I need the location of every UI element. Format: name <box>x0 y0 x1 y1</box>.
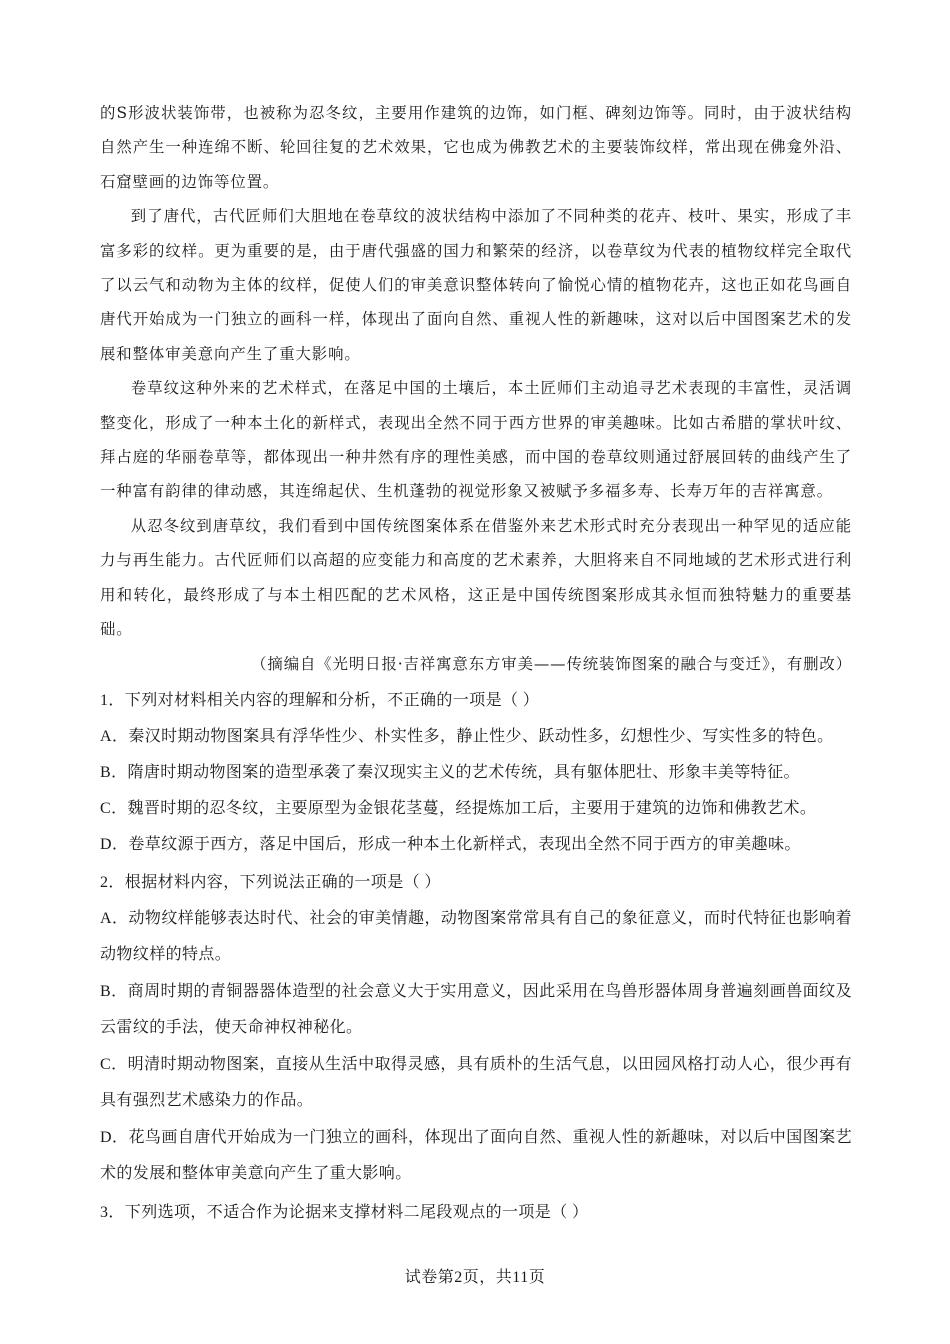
question-option-b: B．隋唐时期动物图案的造型承袭了秦汉现实主义的艺术传统，具有躯体肥壮、形象丰美等特征。 <box>100 763 800 781</box>
question-option-a: A．秦汉时期动物图案具有浮华性少、朴实性多，静止性少、跃动性多，幻想性少、写实性多的特色。 <box>100 727 834 745</box>
question-3 <box>100 1195 852 1231</box>
page-footer: 试卷第2页，共11页 <box>404 1269 546 1286</box>
question-2 <box>100 865 852 1193</box>
passage-source-citation: （摘编自《光明日报·吉祥寓意东方审美——传统装饰图案的融合与变迁》，有删改） <box>251 654 852 673</box>
question-option-c: C．魏晋时期的忍冬纹，主要原型为金银花茎蔓，经提炼加工后，主要用于建筑的边饰和佛教艺术。 <box>100 799 817 817</box>
passage-paragraph: 卷草纹这种外来的艺术样式，在落足中国的土壤后，本土匠师们主动追寻艺术表现的丰富性，灵活调整变化，形成了一种本土化的新样式，表现出全然不同于西方世界的审美趣味。比如古希腊的掌状叶纹、拜占庭的华丽卷草等，都体现出一种井然有序的理性美感，而中国的卷草纹则通过舒展回转的曲线产生了一种富有韵律的律动感，其连绵起伏、生机蓬勃的视觉形象又被赋予多福多寿、长寿万年的吉祥寓意。 <box>100 379 852 501</box>
question-1 <box>100 683 852 863</box>
question-option-d: D．卷草纹源于西方，落足中国后，形成一种本土化新样式，表现出全然不同于西方的审美趣味。 <box>100 835 801 853</box>
question-option-a: A．动物纹样能够表达时代、社会的审美情趣，动物图案常常具有自己的象征意义，而时代特征也影响着动物纹样的特点。 <box>100 909 852 964</box>
question-stem: 2．根据材料内容，下列说法正确的一项是（ ） <box>100 873 441 891</box>
passage-paragraph: 到了唐代，古代匠师们大胆地在卷草纹的波状结构中添加了不同种类的花卉、枝叶、果实，形成了丰富多彩的纹样。更为重要的是，由于唐代强盛的国力和繁荣的经济，以卷草纹为代表的植物纹样完全取代了以云气和动物为主体的纹样，促使人们的审美意识整体转向了愉悦心情的植物花卉，这也正如花鸟画自唐代开始成为一门独立的画科一样，体现出了面向自然、重视人性的新趣味，这对以后中国图案艺术的发展和整体审美意向产生了重大影响。 <box>100 207 852 363</box>
passage-paragraph: 的S形波状装饰带，也被称为忍冬纹，主要用作建筑的边饰，如门框、碑刻边饰等。同时，由于波状结构自然产生一种连绵不断、轮回往复的艺术效果，它也成为佛教艺术的主要装饰纹样，常出现在佛龛外沿、石窟壁画的边饰等位置。 <box>100 104 852 191</box>
question-option-d: D．花鸟画自唐代开始成为一门独立的画科，体现出了面向自然、重视人性的新趣味，对以后中国图案艺术的发展和整体审美意向产生了重大影响。 <box>100 1128 852 1183</box>
question-option-b: B．商周时期的青铜器器体造型的社会意义大于实用意义，因此采用在鸟兽形器体周身普遍刻画兽面纹及云雷纹的手法，使天命神权神秘化。 <box>100 982 852 1037</box>
question-stem: 3．下列选项，不适合作为论据来支撑材料二尾段观点的一项是（ ） <box>100 1203 589 1221</box>
question-option-c: C．明清时期动物图案，直接从生活中取得灵感，具有质朴的生活气息，以田园风格打动人心，很少再有具有强烈艺术感染力的作品。 <box>100 1055 852 1110</box>
exam-page-body <box>100 96 852 1231</box>
question-stem: 1．下列对材料相关内容的理解和分析，不正确的一项是（ ） <box>100 691 540 709</box>
passage-paragraph: 从忍冬纹到唐草纹，我们看到中国传统图案体系在借鉴外来艺术形式时充分表现出一种罕见的适应能力与再生能力。古代匠师们以高超的应变能力和高度的艺术素养，大胆将来自不同地域的艺术形式进行利用和转化，最终形成了与本土相匹配的艺术风格，这正是中国传统图案形成其永恒而独特魅力的重要基础。 <box>100 516 852 639</box>
